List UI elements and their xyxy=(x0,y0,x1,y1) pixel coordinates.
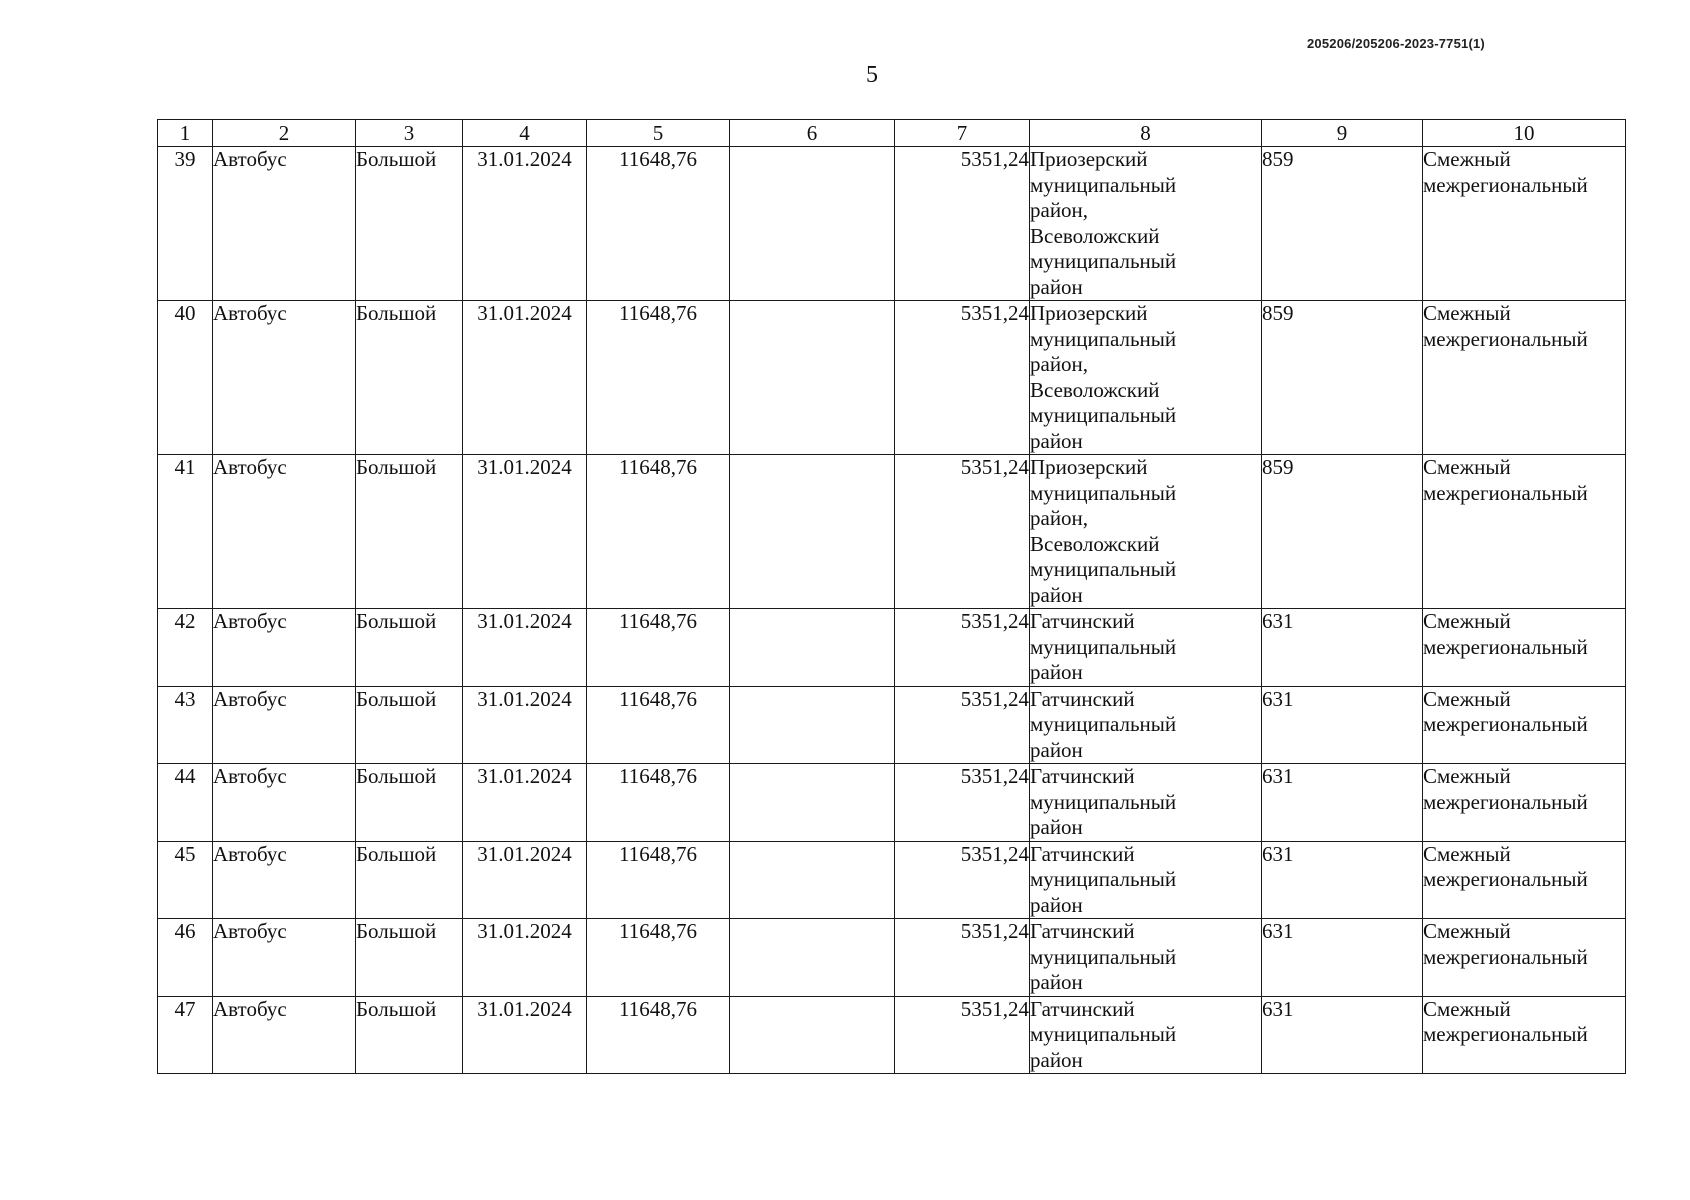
vehicle-class-cell: Большой xyxy=(356,686,463,764)
area-line: муниципальный xyxy=(1030,867,1177,891)
table-body xyxy=(158,147,1626,1074)
row-number-cell: 42 xyxy=(158,609,213,687)
route-kind-line: Смежный xyxy=(1423,455,1511,479)
vehicle-type-cell: Автобус xyxy=(213,996,356,1074)
route-code-cell: 631 xyxy=(1262,609,1423,687)
area-line: муниципальный xyxy=(1030,403,1177,427)
route-code-cell: 631 xyxy=(1262,919,1423,997)
route-kind-line: межрегиональный xyxy=(1423,480,1588,505)
value-col-6-cell xyxy=(730,609,895,687)
column-header: 8 xyxy=(1030,120,1262,147)
table-row xyxy=(158,147,1626,301)
value-col-7-cell: 5351,24 xyxy=(895,686,1030,764)
route-kind-line: Смежный xyxy=(1423,301,1511,325)
table-row xyxy=(158,841,1626,919)
value-col-6-cell xyxy=(730,841,895,919)
area-cell xyxy=(1030,301,1262,455)
table-row xyxy=(158,764,1626,842)
route-kind-cell xyxy=(1423,686,1626,764)
date-cell: 31.01.2024 xyxy=(463,301,587,455)
value-col-7-cell: 5351,24 xyxy=(895,919,1030,997)
area-line: муниципальный xyxy=(1030,557,1177,581)
value-col-6-cell xyxy=(730,301,895,455)
table-row xyxy=(158,919,1626,997)
table-row xyxy=(158,455,1626,609)
area-line: район, xyxy=(1030,506,1089,530)
area-line: район xyxy=(1030,428,1083,453)
area-line: Гатчинский xyxy=(1030,764,1135,788)
vehicle-type-cell: Автобус xyxy=(213,609,356,687)
route-kind-line: межрегиональный xyxy=(1423,789,1588,814)
table-row xyxy=(158,996,1626,1074)
row-number-cell: 47 xyxy=(158,996,213,1074)
vehicle-type-cell: Автобус xyxy=(213,301,356,455)
value-col-5-cell: 11648,76 xyxy=(587,301,730,455)
area-line: Приозерский xyxy=(1030,147,1148,171)
area-line: район xyxy=(1030,815,1083,839)
value-col-7-cell: 5351,24 xyxy=(895,764,1030,842)
value-col-5-cell: 11648,76 xyxy=(587,841,730,919)
route-kind-cell xyxy=(1423,455,1626,609)
route-code-cell: 631 xyxy=(1262,996,1423,1074)
route-kind-line: межрегиональный xyxy=(1423,1022,1588,1046)
table-row xyxy=(158,686,1626,764)
route-kind-line: межрегиональный xyxy=(1423,867,1588,891)
area-cell xyxy=(1030,609,1262,687)
row-number-cell: 41 xyxy=(158,455,213,609)
area-line: муниципальный xyxy=(1030,249,1177,273)
area-cell xyxy=(1030,764,1262,842)
value-col-5-cell: 11648,76 xyxy=(587,919,730,997)
row-number-cell: 45 xyxy=(158,841,213,919)
value-col-6-cell xyxy=(730,764,895,842)
area-line: район xyxy=(1030,660,1083,684)
route-code-cell: 631 xyxy=(1262,841,1423,919)
date-cell: 31.01.2024 xyxy=(463,764,587,842)
area-line: Всеволожский xyxy=(1030,377,1160,402)
route-code-cell: 859 xyxy=(1262,147,1423,301)
value-col-6-cell xyxy=(730,455,895,609)
value-col-7-cell: 5351,24 xyxy=(895,147,1030,301)
area-line: муниципальный xyxy=(1030,1022,1177,1046)
area-line: Всеволожский xyxy=(1030,223,1160,248)
area-line: муниципальный xyxy=(1030,944,1177,969)
value-col-7-cell: 5351,24 xyxy=(895,301,1030,455)
table-row xyxy=(158,301,1626,455)
route-kind-line: межрегиональный xyxy=(1423,944,1588,969)
area-line: район xyxy=(1030,970,1083,994)
vehicle-class-cell: Большой xyxy=(356,996,463,1074)
area-cell xyxy=(1030,455,1262,609)
route-kind-line: Смежный xyxy=(1423,764,1511,788)
area-line: муниципальный xyxy=(1030,172,1177,197)
vehicle-type-cell: Автобус xyxy=(213,841,356,919)
area-cell xyxy=(1030,147,1262,301)
value-col-5-cell: 11648,76 xyxy=(587,147,730,301)
value-col-7-cell: 5351,24 xyxy=(895,455,1030,609)
vehicle-type-cell: Автобус xyxy=(213,764,356,842)
vehicle-class-cell: Большой xyxy=(356,841,463,919)
area-cell xyxy=(1030,996,1262,1074)
value-col-7-cell: 5351,24 xyxy=(895,841,1030,919)
date-cell: 31.01.2024 xyxy=(463,919,587,997)
vehicle-class-cell: Большой xyxy=(356,301,463,455)
date-cell: 31.01.2024 xyxy=(463,841,587,919)
table-row xyxy=(158,609,1626,687)
value-col-7-cell: 5351,24 xyxy=(895,996,1030,1074)
area-cell xyxy=(1030,686,1262,764)
row-number-cell: 39 xyxy=(158,147,213,301)
area-line: район xyxy=(1030,582,1083,607)
value-col-6-cell xyxy=(730,147,895,301)
area-line: Гатчинский xyxy=(1030,841,1135,866)
header-row xyxy=(158,120,1626,147)
area-line: Гатчинский xyxy=(1030,686,1135,711)
column-header: 5 xyxy=(587,120,730,147)
route-kind-line: межрегиональный xyxy=(1423,326,1588,351)
route-kind-line: Смежный xyxy=(1423,686,1511,711)
value-col-6-cell xyxy=(730,996,895,1074)
area-line: Всеволожский xyxy=(1030,531,1160,556)
route-code-cell: 859 xyxy=(1262,455,1423,609)
value-col-5-cell: 11648,76 xyxy=(587,996,730,1074)
value-col-5-cell: 11648,76 xyxy=(587,686,730,764)
row-number-cell: 43 xyxy=(158,686,213,764)
column-header: 7 xyxy=(895,120,1030,147)
vehicle-type-cell: Автобус xyxy=(213,919,356,997)
area-line: муниципальный xyxy=(1030,326,1177,351)
route-kind-cell xyxy=(1423,764,1626,842)
value-col-5-cell: 11648,76 xyxy=(587,609,730,687)
route-code-cell: 631 xyxy=(1262,764,1423,842)
vehicle-class-cell: Большой xyxy=(356,455,463,609)
area-line: муниципальный xyxy=(1030,712,1177,736)
area-line: район xyxy=(1030,737,1083,762)
area-line: Гатчинский xyxy=(1030,996,1135,1021)
area-line: муниципальный xyxy=(1030,634,1177,659)
route-kind-line: Смежный xyxy=(1423,147,1511,171)
area-line: муниципальный xyxy=(1030,789,1177,814)
date-cell: 31.01.2024 xyxy=(463,147,587,301)
area-line: Приозерский xyxy=(1030,455,1148,479)
route-kind-line: Смежный xyxy=(1423,996,1511,1021)
column-header: 2 xyxy=(213,120,356,147)
date-cell: 31.01.2024 xyxy=(463,996,587,1074)
date-cell: 31.01.2024 xyxy=(463,686,587,764)
route-kind-line: межрегиональный xyxy=(1423,712,1588,736)
route-kind-line: межрегиональный xyxy=(1423,634,1588,659)
route-code-cell: 859 xyxy=(1262,301,1423,455)
date-cell: 31.01.2024 xyxy=(463,609,587,687)
column-header: 3 xyxy=(356,120,463,147)
route-kind-line: Смежный xyxy=(1423,609,1511,633)
route-kind-line: межрегиональный xyxy=(1423,172,1588,197)
area-line: район xyxy=(1030,1047,1083,1072)
area-line: район xyxy=(1030,274,1083,299)
value-col-6-cell xyxy=(730,686,895,764)
area-line: район, xyxy=(1030,198,1089,222)
route-kind-cell xyxy=(1423,841,1626,919)
value-col-7-cell: 5351,24 xyxy=(895,609,1030,687)
value-col-5-cell: 11648,76 xyxy=(587,764,730,842)
route-kind-line: Смежный xyxy=(1423,919,1511,943)
column-header: 6 xyxy=(730,120,895,147)
row-number-cell: 44 xyxy=(158,764,213,842)
area-cell xyxy=(1030,841,1262,919)
date-cell: 31.01.2024 xyxy=(463,455,587,609)
vehicle-type-cell: Автобус xyxy=(213,686,356,764)
route-kind-cell xyxy=(1423,147,1626,301)
document-id: 205206/205206-2023-7751(1) xyxy=(1307,36,1485,51)
route-kind-cell xyxy=(1423,301,1626,455)
area-cell xyxy=(1030,919,1262,997)
page-number: 5 xyxy=(866,62,878,88)
column-header: 10 xyxy=(1423,120,1626,147)
area-line: район, xyxy=(1030,352,1089,376)
area-line: Приозерский xyxy=(1030,301,1148,325)
vehicle-class-cell: Большой xyxy=(356,147,463,301)
value-col-5-cell: 11648,76 xyxy=(587,455,730,609)
route-kind-cell xyxy=(1423,609,1626,687)
column-header: 4 xyxy=(463,120,587,147)
area-line: Гатчинский xyxy=(1030,919,1135,943)
column-header: 9 xyxy=(1262,120,1423,147)
area-line: Гатчинский xyxy=(1030,609,1135,633)
area-line: муниципальный xyxy=(1030,480,1177,505)
vehicle-type-cell: Автобус xyxy=(213,455,356,609)
data-table xyxy=(157,119,1626,1074)
route-kind-cell xyxy=(1423,919,1626,997)
area-line: район xyxy=(1030,892,1083,917)
column-header: 1 xyxy=(158,120,213,147)
vehicle-class-cell: Большой xyxy=(356,919,463,997)
vehicle-type-cell: Автобус xyxy=(213,147,356,301)
route-code-cell: 631 xyxy=(1262,686,1423,764)
vehicle-class-cell: Большой xyxy=(356,764,463,842)
row-number-cell: 46 xyxy=(158,919,213,997)
route-kind-cell xyxy=(1423,996,1626,1074)
route-kind-line: Смежный xyxy=(1423,841,1511,866)
value-col-6-cell xyxy=(730,919,895,997)
vehicle-class-cell: Большой xyxy=(356,609,463,687)
row-number-cell: 40 xyxy=(158,301,213,455)
